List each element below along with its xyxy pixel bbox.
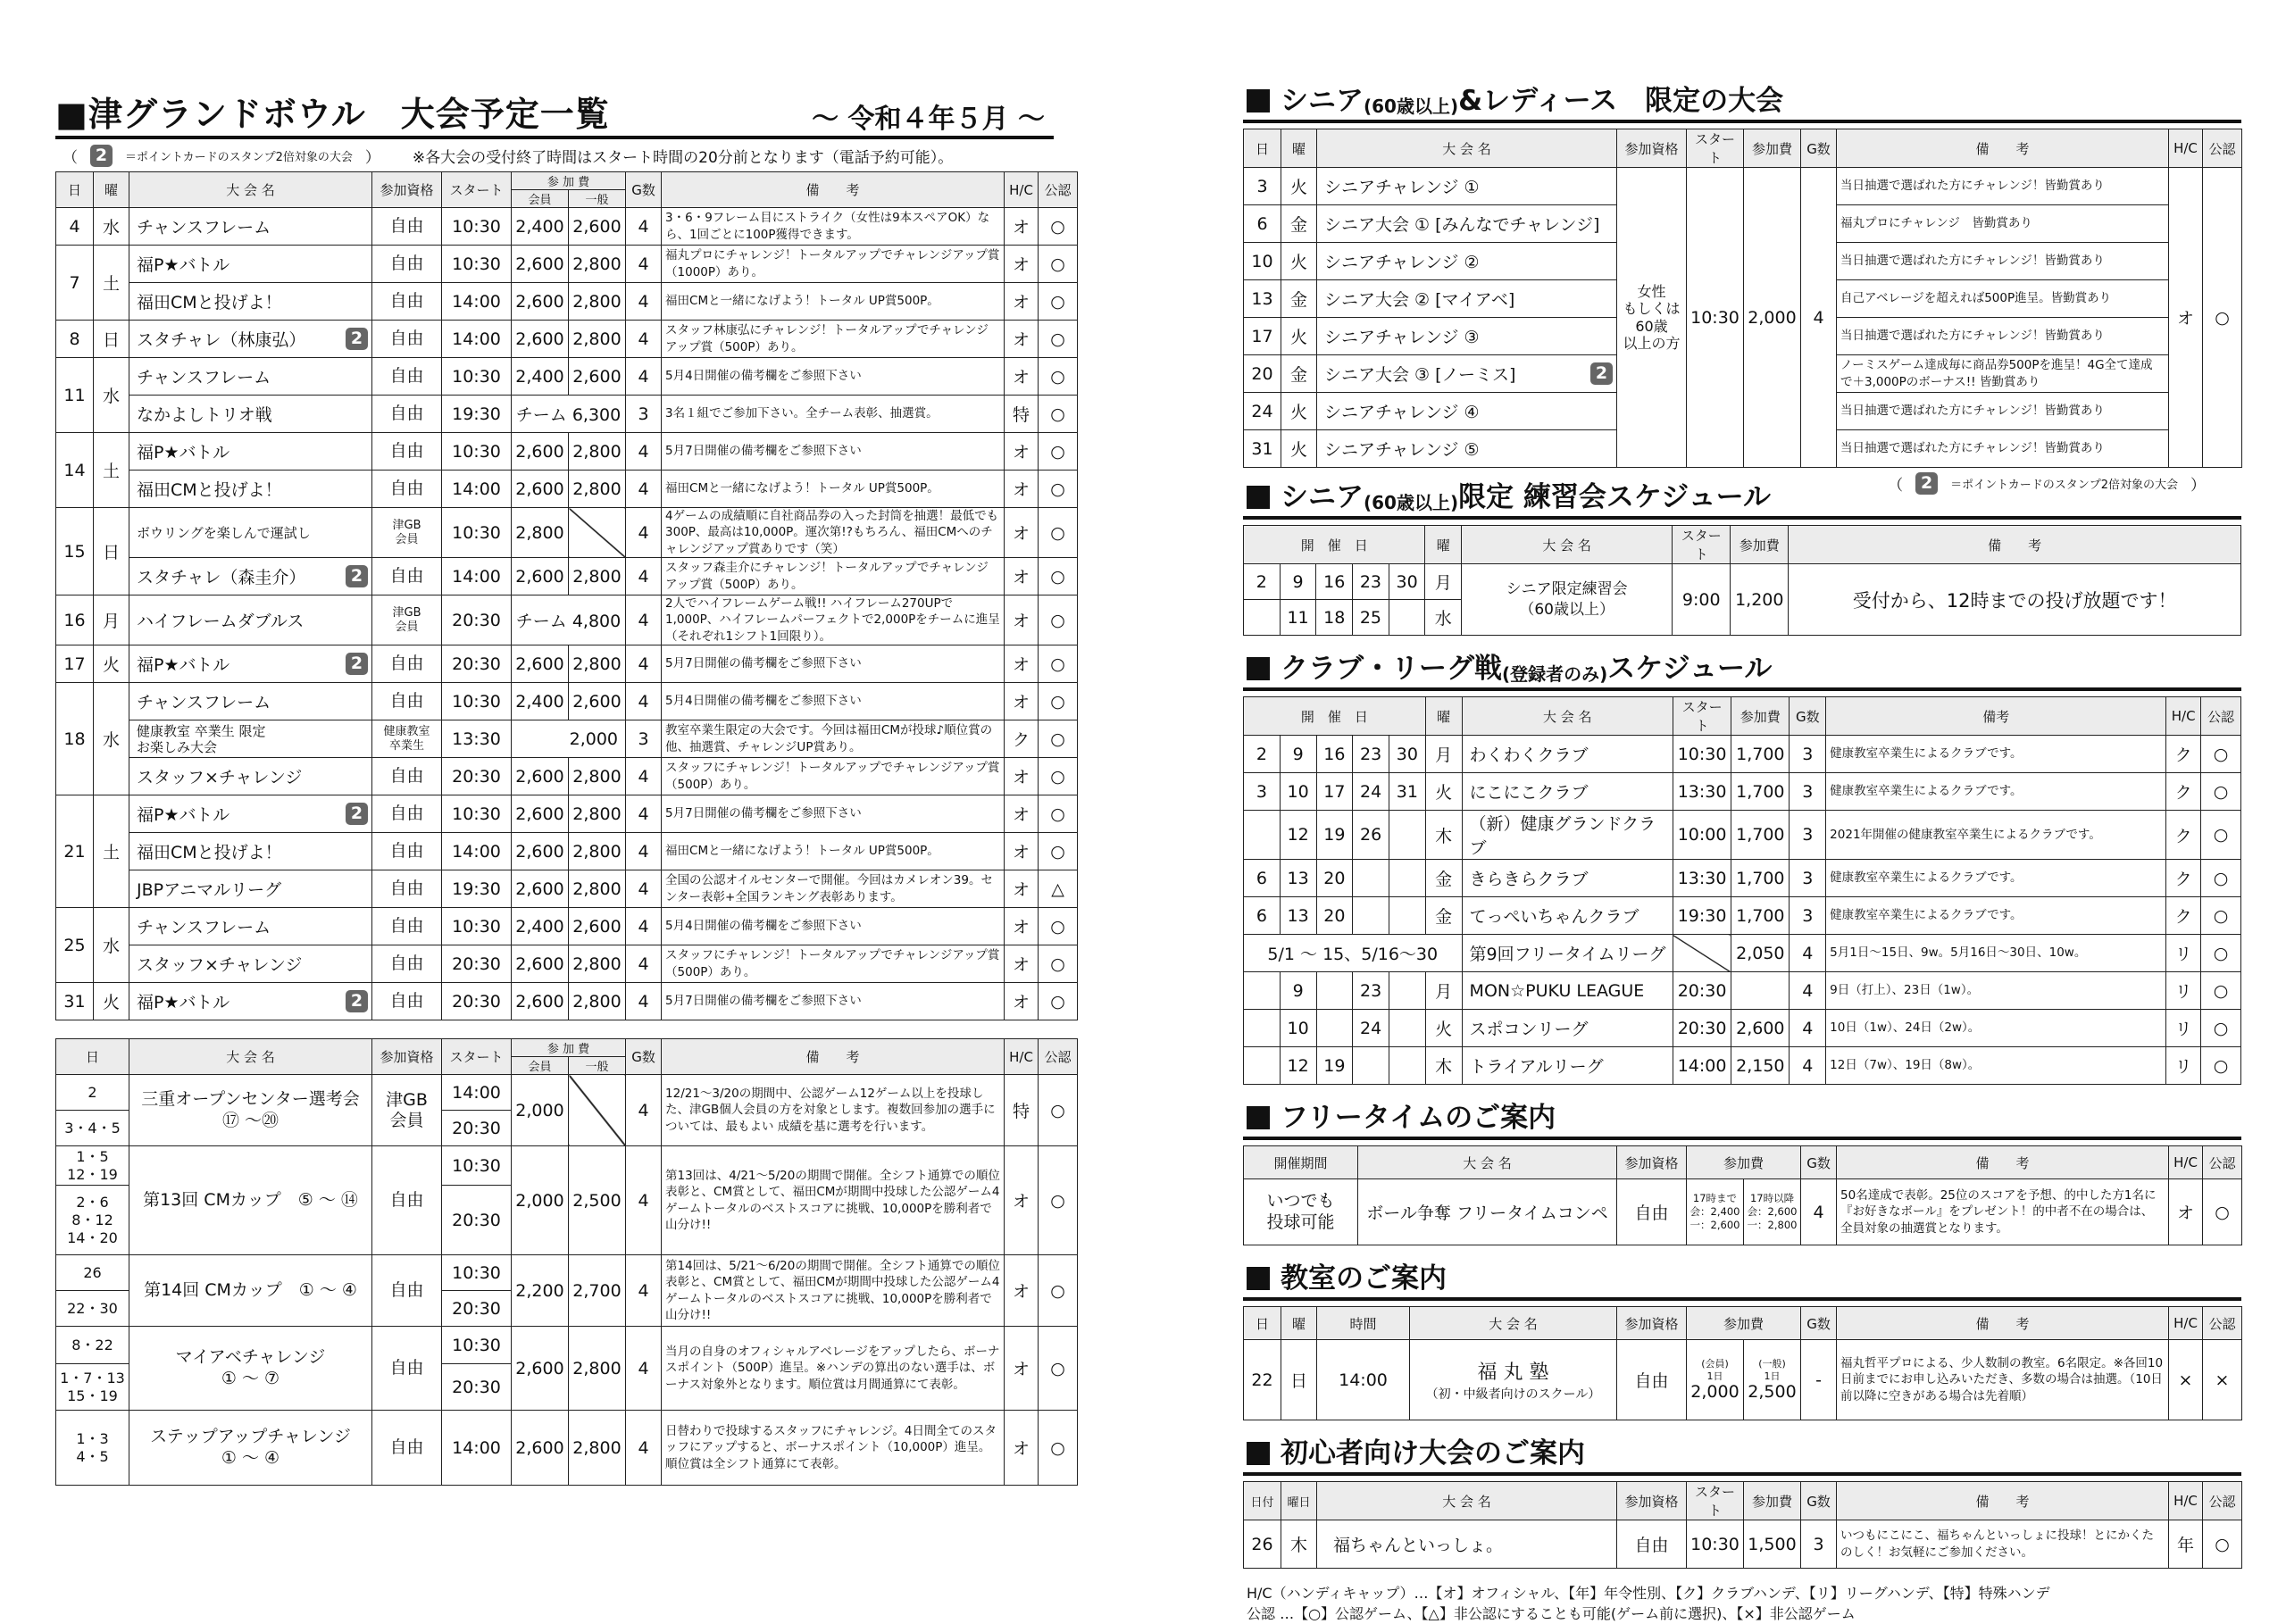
- table-row: 14 土 福P★バトル 自由 10:30 2,600 2,800 4 5月7日開催の備考欄をご参照下さい オ ○: [56, 433, 1078, 471]
- stamp-note: （ 2 ＝ポイントカードのスタンプ2倍対象の大会 ） ※各大会の受付終了時間はスタート時間の20分前となります（電話予約可能）。: [63, 145, 954, 167]
- long-term-table: 日 大 会 名 参加資格 スタート 参 加 費 G数 備 考 H/C 公認 会員 一般 2 三重オープンセンター選考会 ⑰ 〜⑳ 津GB 会員 14:00 2,000 4 12/21〜3/20の期間中、公認ゲーム12ゲーム以上を投球した、津GB個人会員の方を対象とします。複数回参加の選手については、最もよい 成績を基に選考を行います。 特 ○ 3・4・5 20:30 1・5 12・19 第13回 CMカップ ⑤ 〜 ⑭ 自由 10:30 2,000 2,500 4 第13回は、4/21〜5/20の期間で開催。全シフト通算での順位表彰と、CM賞として、福田CMが期間中投球した公認ゲーム4ゲームトータルのベストスコアに挑戦、10,000Pを勝利者で山分け!! オ ○ 2・6 8・12 14・20 20:30 26 第14回 CMカップ ① 〜 ④ 自由 10:30 2,200 2,700 4 第14回は、5/21〜6/20の期間で開催。全シフト通算での順位表彰と、CM賞として、福田CMが期間中投球した公認ゲーム4ゲームトータルのベストスコアに挑戦、10,000Pを勝利者で山分け!! オ ○ 22・30 20:30 8・22 マイアベチャレンジ ① 〜 ⑦ 自由 10:30 2,600 2,800 4 当月の自身のオフィシャルアベレージをアップしたら、ボーナスポイント（500P）進呈。※ハンデの算出のない選手は、ボーナス対象外となります。順位賞は月間通算にて表彰。 オ ○ 1・7・13 15・19 20:30 1・3 4・5 ステップアップチャレンジ ① 〜 ④ 自由 14:00 2,600 2,800 4 日替わりで投球するスタッフにチャレンジ。4日間全てのスタッフにアップすると、ボーナスポイント（10,000P）進呈。順位賞は全シフト通算にて表彰。 オ ○: [55, 1038, 1078, 1486]
- tournament-name: スタッフ×チャレンジ: [137, 768, 303, 787]
- stamp-badge-icon: 2: [346, 328, 368, 350]
- table-header-row: 日 大 会 名 参加資格 スタート 参 加 費 G数 備 考 H/C 公認: [56, 1039, 1078, 1057]
- table-row: 11 水 チャンスフレーム 自由 10:30 2,400 2,600 4 5月4日開催の備考欄をご参照下さい オ ○: [56, 358, 1078, 396]
- table-row: 福田CMと投げよ！ 自由 14:00 2,600 2,800 4 福田CMと一緒になげよう！トータル UP賞500P。 オ ○: [56, 833, 1078, 870]
- tournament-name: スタッフ×チャレンジ: [137, 955, 303, 975]
- not-applicable-slash: [569, 1075, 626, 1146]
- table-row: 15 日 ボウリングを楽しんで運試し 津GB 会員 10:30 2,800 4 4ゲームの成績順に自社商品券の入った封筒を抽選！最低でも300P、最高は10,000P。運次第!?もちろん、福田CMへのチャレンジアップ賞ありです（笑） オ ○: [56, 508, 1078, 558]
- table-row: 21 土 福P★バトル 2 自由 10:30 2,600 2,800 4 5月7日開催の備考欄をご参照下さい オ ○: [56, 795, 1078, 833]
- tournament-name: シニア大会 ② [マイアベ]: [1324, 290, 1515, 310]
- table-row: 10 24 火 スポコンリーグ 20:30 2,600 4 10日（1w）、24日（2w）。 リ ○: [1244, 1010, 2241, 1047]
- table-row: 6 13 20 金 きらきらクラブ 13:30 1,700 3 健康教室卒業生によるクラブです。 ク ○: [1244, 860, 2241, 897]
- stamp-badge-icon: 2: [90, 145, 113, 167]
- school-section-title: 教室のご案内: [1243, 1253, 2241, 1301]
- table-row: 6 13 20 金 てっぺいちゃんクラブ 19:30 1,700 3 健康教室卒業生によるクラブです。 ク ○: [1244, 897, 2241, 935]
- table-row: スタチャレ（森圭介） 2 自由 14:00 2,600 2,800 4 スタッフ森圭介にチャレンジ！トータルアップでチャレンジアップ賞（500P）あり。 オ ○: [56, 558, 1078, 595]
- table-row: 17 火 シニアチャレンジ ③ 当日抽選で選ばれた方にチャレンジ！皆勤賞あり: [1244, 318, 2242, 355]
- table-row: 13 金 シニア大会 ② [マイアベ] 自己アベレージを超えれば500P進呈。皆勤賞あり: [1244, 280, 2242, 318]
- table-row: 2 三重オープンセンター選考会 ⑰ 〜⑳ 津GB 会員 14:00 2,000 4 12/21〜3/20の期間中、公認ゲーム12ゲーム以上を投球した、津GB個人会員の方を対象とします。複数回参加の選手については、最もよい 成績を基に選考を行います。 特 ○: [56, 1075, 1078, 1111]
- table-row: 16 月 ハイフレームダブルス 津GB 会員 20:30 チーム 4,800 4 2人でハイフレームゲーム戦!! ハイフレーム270UPで1,000P、ハイフレームパーフェクトで2,000Pをチームに進呈（それぞれ1シフト1回限り）。 オ ○: [56, 595, 1078, 645]
- tournament-name: 福P★バトル: [137, 655, 230, 675]
- table-header-row: 日 曜 時間 大 会 名 参加資格 参加費 G数 備 考 H/C 公認: [1244, 1307, 2242, 1340]
- legend-hc: H/C（ハンディキャップ）…【オ】オフィシャル、【年】年令性別、【ク】クラブハンデ、【リ】リーグハンデ、【特】特殊ハンデ: [1247, 1585, 2050, 1602]
- tournament-name: 福P★バトル: [137, 993, 230, 1012]
- table-row: 31 火 シニアチャレンジ ⑤ 当日抽選で選ばれた方にチャレンジ！皆勤賞あり: [1244, 430, 2242, 468]
- square-icon: [1247, 657, 1270, 680]
- page-title: ■津グランドボウル 大会予定一覧: [55, 95, 610, 134]
- table-header-row: 開催期間 大 会 名 参加資格 参加費 G数 備 考 H/C 公認: [1244, 1146, 2242, 1179]
- tournament-name: 福田CMと投げよ！: [137, 843, 282, 862]
- stamp-badge-icon: 2: [1590, 362, 1613, 385]
- table-header-row: 日 曜 大 会 名 参加資格 スタート 参加費 G数 備 考 H/C 公認: [1244, 129, 2242, 168]
- page-title-bar: [55, 80, 1054, 139]
- table-row: 福田CMと投げよ！ 自由 14:00 2,600 2,800 4 福田CMと一緒になげよう！トータル UP賞500P。 オ ○: [56, 471, 1078, 508]
- table-row: 24 火 シニアチャレンジ ④ 当日抽選で選ばれた方にチャレンジ！皆勤賞あり: [1244, 393, 2242, 430]
- stamp-badge-icon: 2: [1915, 472, 1938, 495]
- tournament-name: ボウリングを楽しんで運試し: [137, 524, 311, 541]
- table-row: 22・30 20:30: [56, 1291, 1078, 1327]
- tournament-table: 日 曜 大 会 名 参加資格 スタート 参 加 費 G数 備 考 H/C 公認 会員 一般 4 水 チャンスフレーム 自由 10:30 2,400 2,600 4 3・6・9フレーム目にストライク（女性は9本スペアOK）なら、1回ごとに100P獲得できます。 オ ○ 7 土 福P★バトル 自由 10:30 2,600 2,800 4 福丸プロにチャレンジ！トータルアップでチャレンジアップ賞（1000P）あり。 オ ○ 福田CMと投げよ！ 自由 14:00 2,600 2,800 4 福田CMと一緒になげよう！トータル UP賞500P。 オ ○ 8 日 スタチャレ（林康弘） 2 自由 14:00 2,600 2,800 4 スタッフ林康弘にチャレンジ！トータルアップでチャレンジアップ賞（500P）あり。 オ ○ 11 水 チャンスフレーム 自由 10:30 2,400 2,600 4 5月4日開催の備考欄をご参照下さい オ ○ なかよしトリオ戦 自由 19:30 チーム 6,300 3 3名１組でご参加下さい。全チーム表彰、抽選賞。 特 ○ 14 土 福P★バトル 自由 10:30 2,600 2,800 4 5月7日開催の備考欄をご参照下さい オ ○ 福田CMと投げよ！ 自由 14:00 2,600 2,800 4 福田CMと一緒になげよう！トータル UP賞500P。 オ ○ 15 日 ボウリングを楽しんで運試し 津GB 会員 10:30 2,800 4 4ゲームの成績順に自社商品券の入った封筒を抽選！最低でも300P、最高は10,000P。運次第!?もちろん、福田CMへのチャレンジアップ賞ありです（笑） オ ○ スタチャレ（森圭介） 2 自由 14:00 2,600 2,800 4 スタッフ森圭介にチャレンジ！トータルアップでチャレンジアップ賞（500P）あり。 オ ○ 16 月 ハイフレームダブルス 津GB 会員 20:30 チーム 4,800 4 2人でハイフレームゲーム戦!! ハイフレーム270UPで1,000P、ハイフレームパーフェクトで2,000Pをチームに進呈（それぞれ1シフト1回限り）。 オ ○ 17 火 福P★バトル 2 自由 20:30 2,600 2,800 4 5月7日開催の備考欄をご参照下さい オ ○ 18 水 チャンスフレーム 自由 10:30 2,400 2,600 4 5月4日開催の備考欄をご参照下さい オ ○ 健康教室 卒業生 限定 お楽しみ大会 健康教室 卒業生 13:30 2,000 3 教室卒業生限定の大会です。今回は福田CMが投球♪順位賞の他、抽選賞、チャレンジUP賞あり。 ク ○ スタッフ×チャレンジ 自由 20:30 2,600 2,800 4 スタッフにチャレンジ！トータルアップでチャレンジアップ賞（500P）あり。 オ ○ 21 土 福P★バトル 2 自由 10:30 2,600 2,800 4 5月7日開催の備考欄をご参照下さい オ ○ 福田CMと投げよ！ 自由 14:00 2,600 2,800 4 福田CMと一緒になげよう！トータル UP賞500P。 オ ○ JBPアニマルリーグ 自由 19:30 2,600 2,800 4 全国の公認オイルセンターで開催。今回はカメレオン39。センター表彰+全国ランキング表彰あります。 オ △ 25 水 チャンスフレーム 自由 10:30 2,400 2,600 4 5月4日開催の備考欄をご参照下さい オ ○ スタッフ×チャレンジ 自由 20:30 2,600 2,800 4 スタッフにチャレンジ！トータルアップでチャレンジアップ賞（500P）あり。 オ ○ 31 火 福P★バトル 2 自由 20:30 2,600 2,800 4 5月7日開催の備考欄をご参照下さい オ ○: [55, 171, 1078, 1020]
- senior-stamp-note: （ 2 ＝ポイントカードのスタンプ2倍対象の大会 ）: [1888, 472, 2206, 495]
- senior-section-title: シニア (60歳以上) &レディース 限定の大会: [1243, 75, 2241, 123]
- table-row: スタッフ×チャレンジ 自由 20:30 2,600 2,800 4 スタッフにチャレンジ！トータルアップでチャレンジアップ賞（500P）あり。 オ ○: [56, 758, 1078, 795]
- tournament-name: チャンスフレーム: [137, 918, 271, 937]
- tournament-name: 健康教室 卒業生 限定 お楽しみ大会: [137, 722, 266, 755]
- page-month: ～ 令和４年５月 ～: [812, 104, 1045, 135]
- tournament-name: 福田CMと投げよ！: [137, 480, 282, 500]
- reception-note: ※各大会の受付終了時間はスタート時間の20分前となります（電話予約可能）。: [412, 148, 954, 167]
- table-row: 18 水 チャンスフレーム 自由 10:30 2,400 2,600 4 5月4日開催の備考欄をご参照下さい オ ○: [56, 683, 1078, 720]
- table-row: 9 23 月 MON☆PUKU LEAGUE 20:30 4 9日（打上）、23日（1w）。 リ ○: [1244, 972, 2241, 1010]
- free-section-title: フリータイムのご案内: [1243, 1092, 2241, 1140]
- tournament-name: 福P★バトル: [137, 255, 230, 275]
- left-page: [55, 80, 1072, 1486]
- tournament-name: チャンスフレーム: [137, 218, 271, 237]
- square-icon: [1247, 1106, 1270, 1129]
- beginner-section-title: 初心者向け大会のご案内: [1243, 1428, 2241, 1476]
- stamp-badge-icon: 2: [346, 653, 368, 675]
- tournament-name: シニアチャレンジ ⑤: [1324, 440, 1480, 460]
- table-row: 11 18 25 水: [1244, 600, 2241, 636]
- table-row: なかよしトリオ戦 自由 19:30 チーム 6,300 3 3名１組でご参加下さい。全チーム表彰、抽選賞。 特 ○: [56, 396, 1078, 433]
- stamp-badge-icon: 2: [346, 565, 368, 587]
- right-page: [1243, 75, 2241, 1624]
- table-row: JBPアニマルリーグ 自由 19:30 2,600 2,800 4 全国の公認オイルセンターで開催。今回はカメレオン39。センター表彰+全国ランキング表彰あります。 オ △: [56, 870, 1078, 908]
- tournament-name: チャンスフレーム: [137, 693, 271, 712]
- table-row: 26 第14回 CMカップ ① 〜 ④ 自由 10:30 2,200 2,700 4 第14回は、5/21〜6/20の期間で開催。全シフト通算での順位表彰と、CM賞として、福田CMが期間中投球した公認ゲーム4ゲームトータルのベストスコアに挑戦、10,000Pを勝利者で山分け!! オ ○: [56, 1255, 1078, 1291]
- tournament-name: スタチャレ（林康弘）: [137, 330, 306, 350]
- tournament-name: シニアチャレンジ ②: [1324, 253, 1480, 272]
- table-row: 26 木 福ちゃんといっしょ。 自由 10:30 1,500 3 いつもにこにこ、福ちゃんといっしょに投球！とにかくたのしく！お気軽にご参加ください。 年 ○: [1244, 1520, 2242, 1569]
- not-applicable-slash: [1673, 935, 1731, 972]
- table-row: 3・4・5 20:30: [56, 1111, 1078, 1146]
- table-row: 4 水 チャンスフレーム 自由 10:30 2,400 2,600 4 3・6・9フレーム目にストライク（女性は9本スペアOK）なら、1回ごとに100P獲得できます。 オ ○: [56, 208, 1078, 246]
- table-row: 22 日 14:00 福 丸 塾 （初・中級者向けのスクール） 自由 (会員) 1日 2,000 (一般) 1日 2,500 - 福丸哲平プロによる、少人数制の教室。6名限定。※各回10日前までにお申し込みいただき、多数の場合は抽選。（10日前以降に空きがある場合は先着順） × ×: [1244, 1340, 2242, 1420]
- table-row: 1・5 12・19 第13回 CMカップ ⑤ 〜 ⑭ 自由 10:30 2,000 2,500 4 第13回は、4/21〜5/20の期間で開催。全シフト通算での順位表彰と、CM賞として、福田CMが期間中投球した公認ゲーム4ゲームトータルのベストスコアに挑戦、10,000Pを勝利者で山分け!! オ ○: [56, 1146, 1078, 1186]
- tournament-name: 福P★バトル: [137, 805, 230, 825]
- tournament-name: 福田CMと投げよ！: [137, 293, 282, 312]
- table-header-row: 開 催 日 曜 大 会 名 スタート 参加費 G数 備考 H/C 公認: [1244, 697, 2241, 736]
- square-icon: [1247, 1267, 1270, 1290]
- table-row: 31 火 福P★バトル 2 自由 20:30 2,600 2,800 4 5月7日開催の備考欄をご参照下さい オ ○: [56, 983, 1078, 1020]
- tournament-name: シニア大会 ① [みんなでチャレンジ]: [1324, 215, 1600, 235]
- tournament-name: シニアチャレンジ ①: [1324, 178, 1480, 197]
- table-row: 1・7・13 15・19 20:30: [56, 1364, 1078, 1411]
- table-row: 6 金 シニア大会 ① [みんなでチャレンジ] 福丸プロにチャレンジ 皆勤賞あり: [1244, 205, 2242, 243]
- senior-table: [1243, 129, 2242, 468]
- club-table: [1243, 696, 2241, 1085]
- legend-official: 公認 …【○】公認ゲーム、【△】非公認にすることも可能(ゲーム前に選択)、【×】非公認ゲーム: [1247, 1605, 1856, 1623]
- tournament-name: シニア大会 ③ [ノーミス]: [1324, 365, 1516, 385]
- table-row: 12 19 木 トライアルリーグ 14:00 2,150 4 12日（7w）、19日（8w）。 リ ○: [1244, 1047, 2241, 1085]
- tournament-name: ハイフレームダブルス: [137, 612, 305, 631]
- tournament-name: JBPアニマルリーグ: [137, 880, 282, 900]
- free-table: [1243, 1145, 2242, 1245]
- table-row: 8 日 スタチャレ（林康弘） 2 自由 14:00 2,600 2,800 4 スタッフ林康弘にチャレンジ！トータルアップでチャレンジアップ賞（500P）あり。 オ ○: [56, 321, 1078, 358]
- club-section-title: クラブ・リーグ戦 (登録者のみ) スケジュール: [1243, 643, 2241, 691]
- stamp-badge-icon: 2: [346, 990, 368, 1012]
- tournament-name: スタチャレ（森圭介）: [137, 568, 306, 587]
- table-row: スタッフ×チャレンジ 自由 20:30 2,600 2,800 4 スタッフにチャレンジ！トータルアップでチャレンジアップ賞（500P）あり。 オ ○: [56, 945, 1078, 983]
- tournament-name: シニアチャレンジ ③: [1324, 328, 1480, 347]
- table-row: 12 19 26 木 （新）健康グランドクラブ 10:00 1,700 3 2021年開催の健康教室卒業生によるクラブです。 ク ○: [1244, 811, 2241, 860]
- table-header-row: 開 催 日 曜 大 会 名 スタート 参加費 備 考: [1244, 526, 2241, 564]
- table-row: 8・22 マイアベチャレンジ ① 〜 ⑦ 自由 10:30 2,600 2,800 4 当月の自身のオフィシャルアベレージをアップしたら、ボーナスポイント（500P）進呈。※ハンデの算出のない選手は、ボーナス対象外となります。順位賞は月間通算にて表彰。 オ ○: [56, 1327, 1078, 1364]
- table-row: 健康教室 卒業生 限定 お楽しみ大会 健康教室 卒業生 13:30 2,000 3 教室卒業生限定の大会です。今回は福田CMが投球♪順位賞の他、抽選賞、チャレンジUP賞あり。 ク ○: [56, 720, 1078, 758]
- table-header-row: 日付 曜日 大 会 名 参加資格 スタート 参加費 G数 備 考 H/C 公認: [1244, 1482, 2242, 1520]
- table-row: 10 火 シニアチャレンジ ② 当日抽選で選ばれた方にチャレンジ！皆勤賞あり: [1244, 243, 2242, 280]
- tournament-name: チャンスフレーム: [137, 368, 271, 387]
- table-row: いつでも 投球可能 ボール争奪 フリータイムコンペ 自由 17時まで 会：2,400 一：2,600 17時以降 会：2,600 一：2,800 4 50名達成で表彰。25位のスコアを予想、的中した方1名に『お好きなボール』をプレゼント！的中者不在の場合は、全員対象の抽選賞となります。 オ ○: [1244, 1179, 2242, 1245]
- tournament-name: 福P★バトル: [137, 443, 230, 462]
- square-icon: [1247, 89, 1270, 112]
- table-row: 17 火 福P★バトル 2 自由 20:30 2,600 2,800 4 5月7日開催の備考欄をご参照下さい オ ○: [56, 645, 1078, 683]
- table-row: 25 水 チャンスフレーム 自由 10:30 2,400 2,600 4 5月4日開催の備考欄をご参照下さい オ ○: [56, 908, 1078, 945]
- beginner-table: [1243, 1481, 2242, 1569]
- stamp-badge-icon: 2: [346, 803, 368, 825]
- legend: [1243, 1583, 2241, 1624]
- table-row: 3 火 シニアチャレンジ ① 女性 もしくは 60歳 以上の方 10:30 2,000 4 当日抽選で選ばれた方にチャレンジ！皆勤賞あり オ ○: [1244, 168, 2242, 205]
- school-table: [1243, 1306, 2242, 1420]
- table-row: 2・6 8・12 14・20 20:30: [56, 1186, 1078, 1255]
- table-row: 福田CMと投げよ！ 自由 14:00 2,600 2,800 4 福田CMと一緒になげよう！トータル UP賞500P。 オ ○: [56, 283, 1078, 321]
- table-row: 1・3 4・5 ステップアップチャレンジ ① 〜 ④ 自由 14:00 2,600 2,800 4 日替わりで投球するスタッフにチャレンジ。4日間全てのスタッフにアップすると、ボーナスポイント（10,000P）進呈。順位賞は全シフト通算にて表彰。 オ ○: [56, 1411, 1078, 1486]
- not-applicable-slash: [569, 508, 626, 558]
- table-row: 2 9 16 23 30 月 わくわくクラブ 10:30 1,700 3 健康教室卒業生によるクラブです。 ク ○: [1244, 736, 2241, 773]
- tournament-name: シニアチャレンジ ④: [1324, 403, 1480, 422]
- table-row: 20 金 シニア大会 ③ [ノーミス] 2 ノーミスゲーム達成毎に商品券500Pを進呈！4G全て達成で＋3,000Pのボーナス!! 皆勤賞あり: [1244, 355, 2242, 393]
- tournament-name: なかよしトリオ戦: [137, 405, 272, 425]
- practice-table: [1243, 525, 2241, 636]
- table-row: 3 10 17 24 31 火 にこにこクラブ 13:30 1,700 3 健康教室卒業生によるクラブです。 ク ○: [1244, 773, 2241, 811]
- practice-section-title: シニア (60歳以上) 限定 練習会スケジュール: [1243, 471, 2241, 520]
- square-icon: [1247, 486, 1270, 509]
- square-icon: [1247, 1442, 1270, 1465]
- table-row: 2 9 16 23 30 月 シニア限定練習会 （60歳以上） 9:00 1,200 受付から、12時までの投げ放題です！: [1244, 564, 2241, 600]
- table-header-row: 日 曜 大 会 名 参加資格 スタート 参 加 費 G数 備 考 H/C 公認: [56, 172, 1078, 190]
- table-row: 5/1 ～ 15、5/16～30 第9回フリータイムリーグ 2,050 4 5月1日〜15日、9w。5月16日〜30日、10w。 リ ○: [1244, 935, 2241, 972]
- table-row: 7 土 福P★バトル 自由 10:30 2,600 2,800 4 福丸プロにチャレンジ！トータルアップでチャレンジアップ賞（1000P）あり。 オ ○: [56, 246, 1078, 283]
